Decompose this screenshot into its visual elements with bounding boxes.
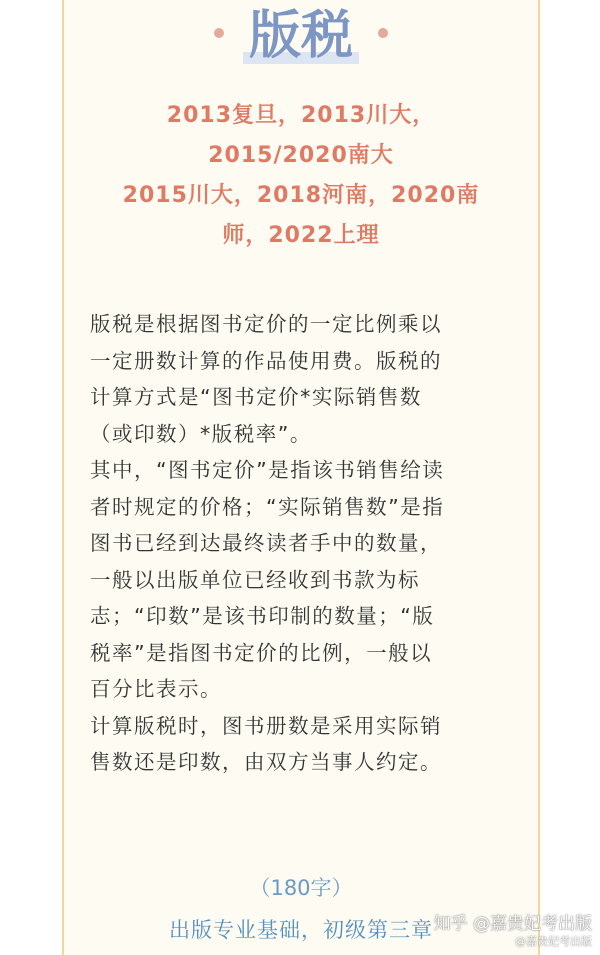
title-block — [64, 2, 538, 70]
schools-line: 2013复旦，2013川大， — [166, 103, 436, 128]
body-line: （或印数）*版税率”。 — [90, 421, 312, 446]
body-line: 计算版税时，图书册数是采用实际销 — [90, 713, 442, 738]
title-dot-right-icon — [378, 28, 388, 38]
watermark-sub: @嘉贵妃考出版 — [515, 935, 592, 948]
body-line: 售数还是印数，由双方当事人约定。 — [90, 750, 442, 774]
body-line: 志；“印数”是该书印制的数量；“版 — [90, 604, 435, 628]
page-title: 版税 — [243, 2, 359, 70]
body-line: 一般以出版单位已经收到书款为标 — [90, 567, 420, 592]
body-line: 图书已经到达最终读者手中的数量， — [90, 531, 442, 555]
body-line: 其中，“图书定价”是指该书销售给读 — [90, 458, 445, 482]
schools-line: 师，2022上理 — [222, 223, 380, 248]
watermark — [434, 913, 592, 949]
word-count: （180字） — [249, 876, 353, 900]
body-line: 版税是根据图书定价的一定比例乘以 — [90, 312, 442, 336]
title-dot-left-icon — [214, 28, 224, 38]
watermark-main: 知乎 @嘉贵妃考出版 — [433, 914, 592, 934]
body-line: 税率”是指图书定价的比例，一般以 — [90, 640, 433, 665]
source-reference: 出版专业基础，初级第三章 — [169, 918, 433, 942]
content-card — [62, 0, 540, 955]
definition-text — [90, 306, 518, 781]
body-line: 一定册数计算的作品使用费。版税的 — [90, 348, 442, 373]
body-line: 者时规定的价格；“实际销售数”是指 — [90, 494, 445, 519]
body-line: 百分比表示。 — [90, 677, 222, 701]
body-line: 计算方式是“图书定价*实际销售数 — [90, 385, 422, 409]
exam-schools — [64, 96, 538, 256]
schools-line: 2015/2020南大 — [208, 143, 394, 168]
schools-line: 2015川大，2018河南，2020南 — [122, 183, 480, 208]
